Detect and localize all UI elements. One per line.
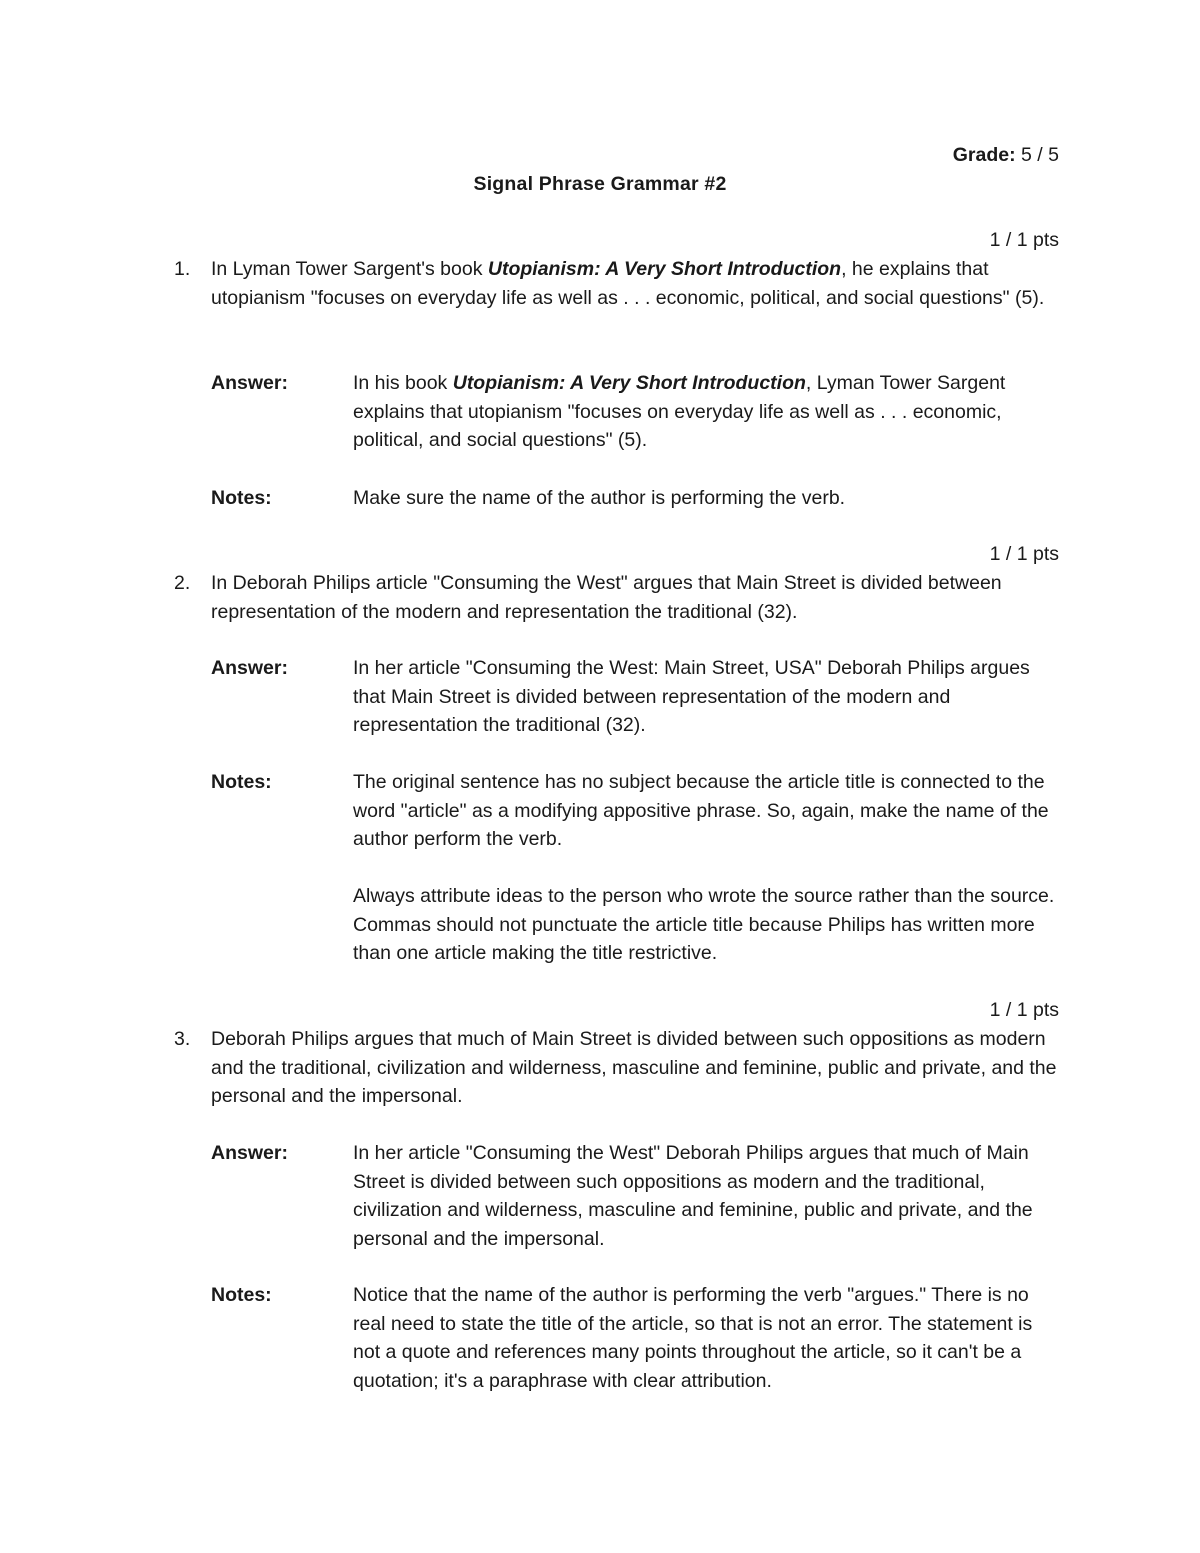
question-3-answer: In her article "Consuming the West" Deborah Philips argues that much of Main Street is divided between such oppositions as modern and the traditional, civilization and wilderness, masculine and feminine, public and private, and the personal and the impersonal. xyxy=(353,1142,1033,1250)
question-2-notes-paragraph-1: The original sentence has no subject because the article title is connected to the word "article" as a modifying appositive phrase. So, again, make the name of the author perform the verb. xyxy=(353,771,1049,850)
question-2-notes-label: Notes: xyxy=(211,771,272,793)
question-3-points: 1 / 1 pts xyxy=(989,999,1059,1021)
question-3-notes: Notice that the name of the author is performing the verb "argues." There is no real need to state the title of the article, so that is not an error. The statement is not a quote and references many points throughout the article, so it can't be a quotation; it's a paraphrase with clear attribution. xyxy=(353,1284,1033,1392)
question-3-number: 3. xyxy=(174,1028,191,1050)
question-1-answer-book-title: Utopianism: A Very Short Introduction xyxy=(452,372,806,394)
grade-value: 5 / 5 xyxy=(1021,144,1059,166)
question-1-book-title: Utopianism: A Very Short Introduction xyxy=(487,258,842,280)
page-title: Signal Phrase Grammar #2 xyxy=(473,173,727,195)
question-3-notes-label: Notes: xyxy=(211,1284,272,1306)
question-2-points: 1 / 1 pts xyxy=(989,543,1059,565)
question-2-answer-label: Answer: xyxy=(211,657,288,679)
question-2-answer: In her article "Consuming the West: Main Street, USA" Deborah Philips argues that Main Street is divided between representation of the modern and representation the traditional (32). xyxy=(353,657,1030,736)
question-1-points: 1 / 1 pts xyxy=(989,229,1059,251)
question-1-answer-post: , Lyman Tower Sargent explains that utopianism "focuses on everyday life as well as . . . economic, political, and social questions" (5). xyxy=(353,372,1006,451)
question-3-answer-label: Answer: xyxy=(211,1142,288,1164)
question-1-notes: Make sure the name of the author is performing the verb. xyxy=(353,487,846,509)
grade-line xyxy=(953,141,1059,170)
question-3-text: Deborah Philips argues that much of Main Street is divided between such oppositions as modern and the traditional, civilization and wilderness, masculine and feminine, public and private, and the personal and the impersonal. xyxy=(211,1028,1057,1107)
question-1-number: 1. xyxy=(174,258,191,280)
grade-label: Grade: xyxy=(952,144,1016,166)
question-1-text-pre: In Lyman Tower Sargent's book xyxy=(211,258,488,280)
question-2-number: 2. xyxy=(174,572,191,594)
question-1-text xyxy=(211,255,1061,312)
question-1-answer-pre: In his book xyxy=(353,372,453,394)
question-1-answer-label: Answer: xyxy=(211,372,288,394)
question-2-text: In Deborah Philips article "Consuming the West" argues that Main Street is divided between representation of the modern and representation the traditional (32). xyxy=(211,572,1002,623)
question-1-answer xyxy=(353,369,1063,455)
question-1-text-post: , he explains that utopianism "focuses on everyday life as well as . . . economic, political, and social questions" (5). xyxy=(211,258,1045,309)
question-2-notes-paragraph-2: Always attribute ideas to the person who wrote the source rather than the source. Commas should not punctuate the article title because Philips has written more than one article making the title restrictive. xyxy=(353,885,1055,964)
question-1-notes-label: Notes: xyxy=(211,487,272,509)
